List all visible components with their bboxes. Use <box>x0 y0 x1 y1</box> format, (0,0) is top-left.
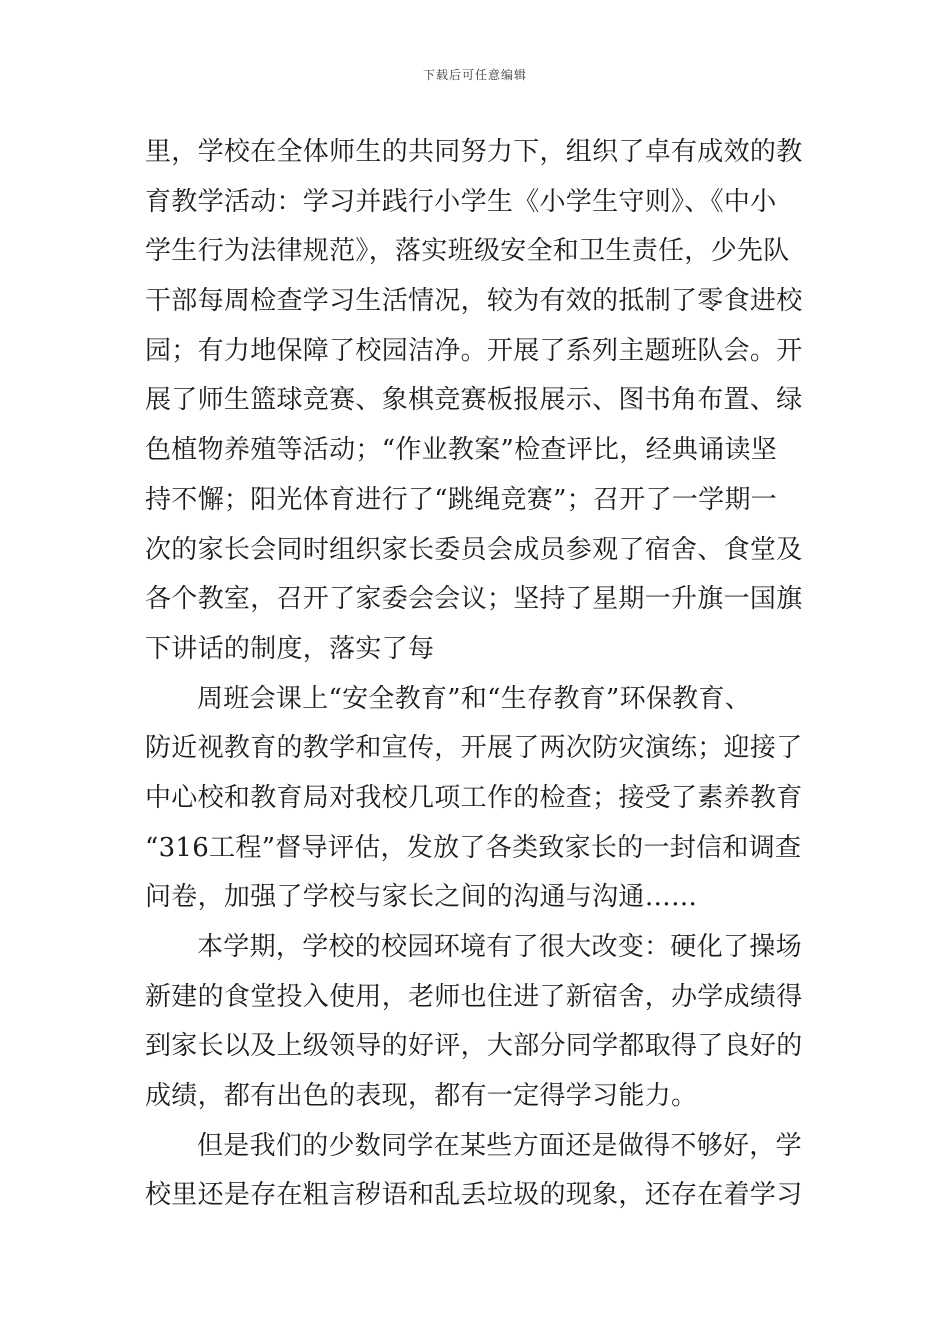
text-line: 干部每周检查学习生活情况，较为有效的抵制了零食进校 <box>145 286 803 317</box>
text-line: 校里还是存在粗言秽语和乱丢垃圾的现象，还存在着学习 <box>145 1180 803 1211</box>
text-line: 但是我们的少数同学在某些方面还是做得不够好，学 <box>197 1130 802 1161</box>
text-line: 各个教室，召开了家委会会议；坚持了星期一升旗一国旗 <box>145 584 803 615</box>
text-line: 学生行为法律规范》，落实班级安全和卫生责任，少先队 <box>145 236 790 267</box>
text-line: 园；有力地保障了校园洁净。开展了系列主题班队会。开 <box>145 335 803 366</box>
text-line: 到家长以及上级领导的好评，大部分同学都取得了良好的 <box>145 1031 803 1062</box>
text-line: 育教学活动：学习并践行小学生《小学生守则》、《中小 <box>145 186 777 217</box>
text-line: 防近视教育的教学和宣传，开展了两次防灾演练；迎接了 <box>145 733 803 764</box>
text-line: 色植物养殖等活动；“作业教案”检查评比，经典诵读坚 <box>145 435 778 466</box>
text-line: 展了师生篮球竞赛、象棋竞赛板报展示、图书角布置、绿 <box>145 385 803 416</box>
text-line: 周班会课上“安全教育”和“生存教育”环保教育、 <box>197 683 752 714</box>
text-line: 新建的食堂投入使用，老师也住进了新宿舍，办学成绩得 <box>145 981 803 1012</box>
text-line: 下讲话的制度，落实了每 <box>145 633 435 664</box>
document-body <box>145 128 810 1221</box>
text-line: 次的家长会同时组织家长委员会成员参观了宿舍、食堂及 <box>145 534 803 565</box>
text-line: 里，学校在全体师生的共同努力下，组织了卓有成效的教 <box>145 137 803 167</box>
text-line: 中心校和教育局对我校几项工作的检查；接受了素养教育 <box>145 782 803 813</box>
text-line: 成绩，都有出色的表现，都有一定得学习能力。 <box>145 1081 698 1112</box>
header-note: 下载后可任意编辑 <box>422 68 527 82</box>
text-line: “316工程”督导评估，发放了各类致家长的一封信和调查 <box>145 832 802 863</box>
text-line: 本学期，学校的校园环境有了很大改变：硬化了操场 <box>197 932 802 962</box>
text-line: 持不懈；阳光体育进行了“跳绳竞赛”；召开了一学期一 <box>145 484 778 515</box>
text-line: 问卷，加强了学校与家长之间的沟通与沟通…… <box>145 882 698 913</box>
